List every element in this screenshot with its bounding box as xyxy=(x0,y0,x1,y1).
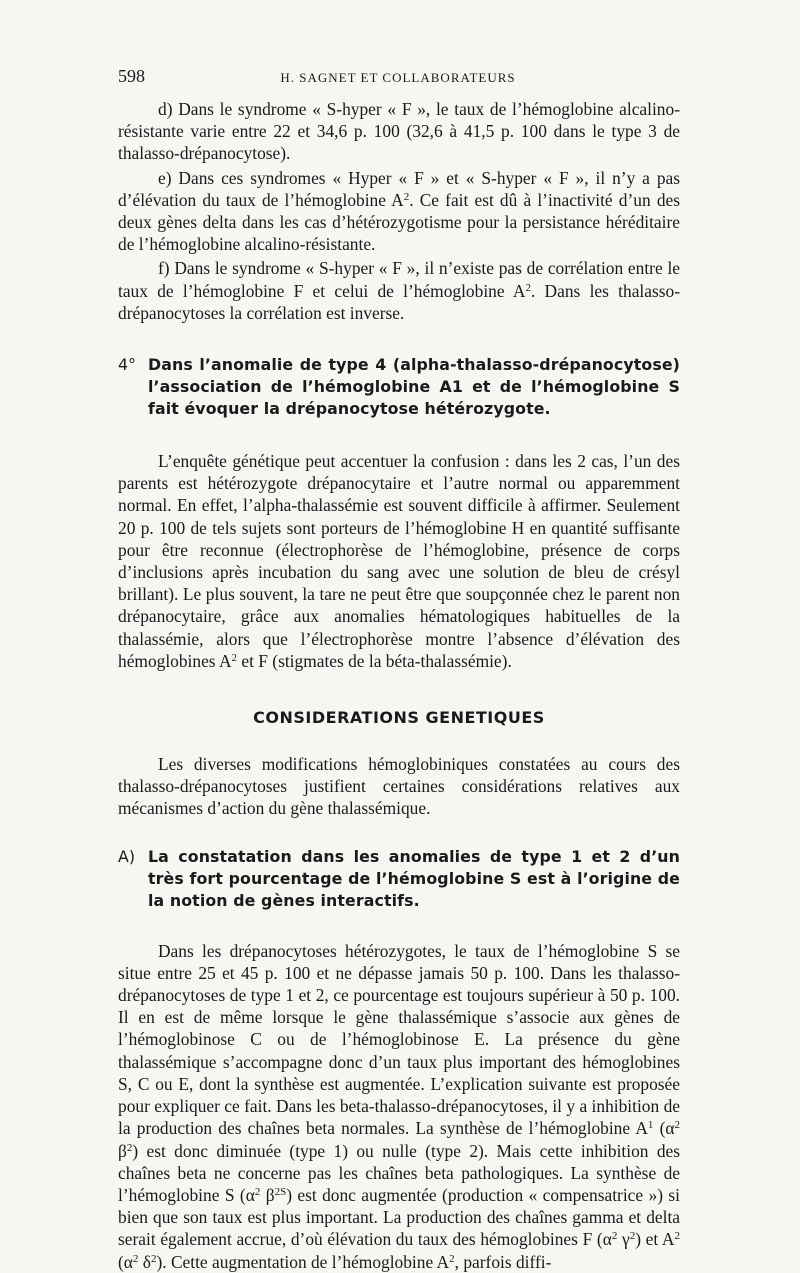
running-head: H. SAGNET ET COLLABORATEURS xyxy=(280,70,516,85)
page-body xyxy=(118,98,680,1273)
paragraph-f: f) Dans le syndrome « S-hyper « F », il n’existe pas de corrélation entre le taux de l’hémoglobine F et celui de l’hémoglobine $A^2$. Dans les thalasso-drépanocytoses la corrélation est inverse. xyxy=(118,258,680,323)
page-number: 598 xyxy=(118,66,145,86)
heading-number: A) xyxy=(118,846,136,866)
paragraph-enquete-genetique: L’enquête génétique peut accentuer la confusion : dans les 2 cas, l’un des parents est hétérozygote drépanocytaire et l’autre normal ou apparemment normal. En effet, l’alpha-thalassémie est souvent difficile à affirmer. Seulement 20 p. 100 de tels sujets sont porteurs de l’hémoglobine H en quantité suffisante pour être reconnue (électrophorèse de l’hémoglobine, présence de corps d’inclusions après incubation du sang avec une solution de bleu de crésyl brillant). Le plus souvent, la tare ne peut être que soupçonnée chez le parent non drépanocytaire, grâce aux anomalies hématologiques habituelles de la thalassémie, alors que l’électrophorèse montre l’absence d’élévation des hémoglobines $A^2$ et F (stigmates de la béta-thalassémie). xyxy=(118,451,680,671)
heading-anomalie-type-4 xyxy=(118,354,680,420)
heading-text: La constatation dans les anomalies de type 1 et 2 d’un très fort pourcentage de l’hémoglobine S est à l’origine de la notion de gènes interactifs. xyxy=(148,846,680,910)
heading-constatation-A xyxy=(118,846,680,912)
paragraph-e: e) Dans ces syndromes « Hyper « F » et « S-hyper « F », il n’y a pas d’élévation du taux de l’hémoglobine $A^2$. Ce fait est dû à l’inactivité d’un des deux gènes delta dans les cas d’hétérozygotisme pour la persistance héréditaire de l’hémoglobine alcalino-résistante. xyxy=(118,167,680,255)
paragraph-drepanocytoses-heterozygotes: Dans les drépanocytoses hétérozygotes, le taux de l’hémoglobine S se situe entre 25 et 45 p. 100 et ne dépasse jamais 50 p. 100. Dans les thalasso-drépanocytoses de type 1 et 2, ce pourcentage est toujours supérieur à 50 p. 100. Il en est de même lorsque le gène thalassémique s’associe aux gènes de l’hémoglobinose C ou de l’hémoglobinose E. La présence du gène thalassémique s’accompagne donc d’un taux plus important des hémoglobines S, C ou E, dont la synthèse est augmentée. L’explication suivante est proposée pour expliquer ce fait. Dans les beta-thalasso-drépanocytoses, il y a inhibition de la production des chaînes beta normales. La synthèse de l’hémoglobine $A^1$ ($\alpha^2$ $\beta^2$) est donc diminuée (type 1) ou nulle (type 2). Mais cette inhibition des chaînes beta ne concerne pas les chaînes beta pathologiques. La synthèse de l’hémoglobine S ($\alpha^2$ $\beta^{2S}$) est donc augmentée (production « compensatrice ») si bien que son taux est plus important. La production des chaînes gamma et delta serait également accrue, d’où élévation du taux des hémoglobines F ($\alpha^2$ $\gamma^2$) et $A^2$ ($\alpha^2$ $\delta^2$). Cette augmentation de l’hémoglobine $A^2$, parfois diffi- xyxy=(118,940,680,1272)
section-title: CONSIDERATIONS GENETIQUES xyxy=(253,708,545,728)
heading-text: Dans l’anomalie de type 4 (alpha-thalasso-drépanocytose) l’association de l’hémoglobine A1 et de l’hémoglobine S fait évoquer la drépanocytose hétérozygote. xyxy=(148,355,680,419)
paragraph-diverses-modifications: Les diverses modifications hémoglobiniques constatées au cours des thalasso-drépanocytoses justifient certaines considérations relatives aux mécanismes d’action du gène thalassémique. xyxy=(118,754,680,819)
page-header xyxy=(118,66,678,90)
heading-number: 4° xyxy=(118,355,137,375)
paragraph-d: d) Dans le syndrome « S-hyper « F », le taux de l’hémoglobine alcalino-résistante varie entre 22 et 34,6 p. 100 (32,6 à 41,5 p. 100 dans le type 3 de thalasso-drépanocytose). xyxy=(118,99,680,164)
